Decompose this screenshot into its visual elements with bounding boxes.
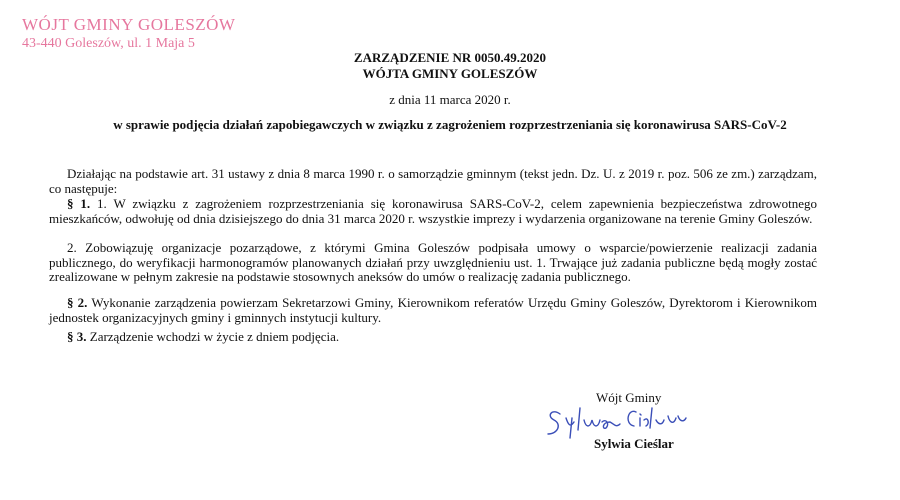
intro-paragraph: [49, 167, 817, 196]
section-3-label: § 3.: [67, 329, 87, 344]
stamp-office-name: WÓJT GMINY GOLESZÓW: [22, 15, 236, 34]
signatory-title: Wójt Gminy: [596, 390, 662, 405]
title-line-2: WÓJTA GMINY GOLESZÓW: [362, 66, 538, 81]
section-3-paragraph: [49, 330, 817, 345]
section-2-text: Wykonanie zarządzenia powierzam Sekretarzowi Gminy, Kierownikom referatów Urzędu Gminy Goleszów, Dyrektorom i Kierownikom jednostek organizacyjnych gminy i gminnych instytucji kultury.: [49, 295, 817, 325]
document-subject: w sprawie podjęcia działań zapobiegawczych w związku z zagrożeniem rozprzestrzeniania się koronawirusa SARS-CoV-2: [113, 117, 787, 132]
section-1-point-2: 2. Zobowiązuję organizacje pozarządowe, z którymi Gmina Goleszów podpisała umowy o wsparcie/powierzenie realizacji zadania publicznego, do weryfikacji harmonogramów planowanych działań przy uwzględnieniu ust. 1. Trwające już zadania publiczne będą mogły zostać zrealizowane w pełnym zakresie na podstawie stosownych aneksów do umów o realizację zadania publicznego.: [49, 240, 817, 284]
section-1-paragraph-2: [49, 241, 817, 285]
signatory-name: Sylwia Cieślar: [594, 436, 674, 451]
section-3-text: Zarządzenie wchodzi w życie z dniem podjęcia.: [86, 329, 340, 344]
section-1-paragraph-1: [49, 197, 817, 226]
title-line-1: ZARZĄDZENIE NR 0050.49.2020: [353, 50, 547, 65]
section-2-label: § 2.: [67, 295, 88, 310]
stamp-address: 43-440 Goleszów, ul. 1 Maja 5: [22, 36, 195, 51]
document-title: [0, 50, 900, 82]
section-1-text: 1. W związku z zagrożeniem rozprzestrzeniania się koronawirusa SARS-CoV-2, celem zapewnienia bezpieczeństwa zdrowotnego mieszkańców, odwołuję od dnia dzisiejszego do dnia 31 marca 2020 r. wszystkie imprezy i wydarzenia organizowane na terenie Gminy Goleszów.: [49, 196, 818, 226]
intro-text: Działając na podstawie art. 31 ustawy z dnia 8 marca 1990 r. o samorządzie gminnym (tekst jedn. Dz. U. z 2019 r. poz. 506 ze zm.) zarządzam, co następuje:: [49, 166, 817, 196]
document-date: z dnia 11 marca 2020 r.: [389, 92, 511, 107]
office-stamp: [22, 15, 235, 53]
section-1-label: § 1.: [67, 196, 91, 211]
section-2-paragraph: [49, 296, 817, 325]
